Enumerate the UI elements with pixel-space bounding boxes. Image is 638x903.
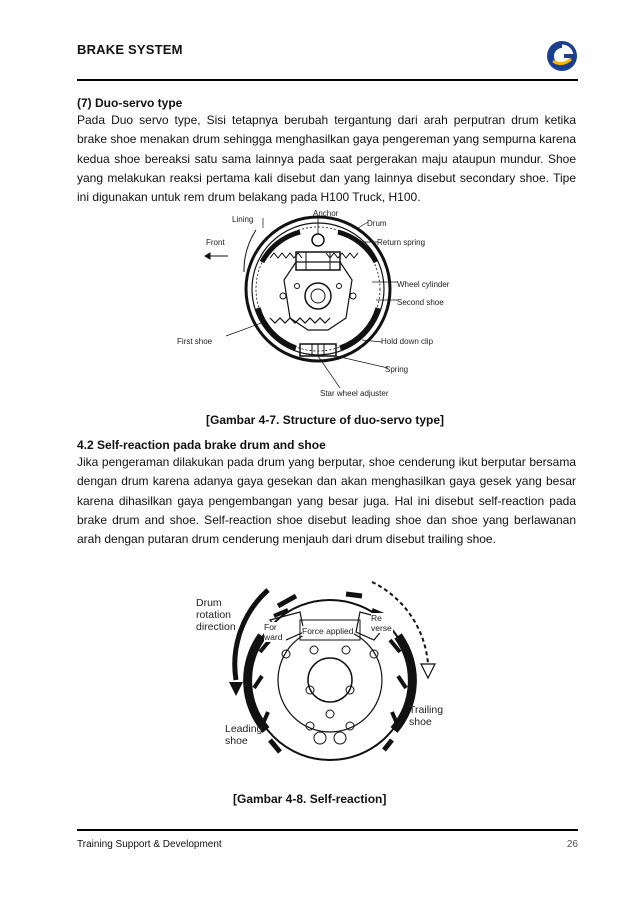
page-number: 26 bbox=[566, 839, 578, 850]
document-header-title: BRAKE SYSTEM bbox=[77, 42, 183, 57]
figure-caption-self-reaction: [Gambar 4-8. Self-reaction] bbox=[233, 792, 387, 806]
footer-text: Training Support & Development bbox=[77, 839, 222, 850]
label-trailing-shoe: Trailing shoe bbox=[409, 704, 444, 728]
label-return-spring: Return spring bbox=[377, 238, 426, 247]
label-drum: Drum bbox=[367, 219, 387, 228]
label-lining: Lining bbox=[232, 215, 254, 224]
label-wheel-cylinder: Wheel cylinder bbox=[397, 280, 450, 289]
label-forward: For ward bbox=[264, 622, 286, 642]
label-front: Front bbox=[206, 238, 225, 247]
label-leading-shoe: Leading shoe bbox=[225, 723, 263, 747]
label-second-shoe: Second shoe bbox=[397, 298, 444, 307]
header-divider bbox=[77, 79, 578, 81]
paragraph-self-reaction: Jika pengeraman dilakukan pada drum yang berputar, shoe cenderung ikut berputar bersama dengan drum karena adanya gaya gesekan dan akan menghasilkan gaya gesek yang besar karena dihasilkan gaya pengembangan yang besar juga. Hal ini disebut self-reaction pada brake drum and shoe. Self-reaction shoe disebut leading shoe dan shoe yang berlawanan arah dengan putaran drum cenderung menjauh dari drum disebut trailing shoe. bbox=[77, 455, 576, 547]
section-heading-self-reaction: 4.2 Self-reaction pada brake drum and shoe bbox=[77, 438, 326, 452]
label-drum-rotation-direction: Drum rotation direction bbox=[196, 597, 236, 633]
label-first-shoe: First shoe bbox=[177, 337, 213, 346]
label-spring: Spring bbox=[385, 365, 409, 374]
label-hold-down-clip: Hold down clip bbox=[381, 337, 434, 346]
paragraph-duo-servo: Pada Duo servo type, Sisi tetapnya berubah tergantung dari arah perputran drum ketika brake shoe menakan drum sehingga menghasilkan gaya pengereman yang sempurna karena kedua shoe bereaksi satu sama lainnya pada saat pergerakan maju ataupun mundur. Shoe yang melakukan reaksi pertama kali disebut dan yang lainnya disebut secondary shoe. Tipe ini digunakan untuk rem drum belakang pada H100 Truck, H100. bbox=[77, 113, 576, 205]
footer-divider bbox=[77, 829, 578, 831]
label-anchor: Anchor bbox=[313, 209, 339, 218]
figure-caption-duo-servo: [Gambar 4-7. Structure of duo-servo type] bbox=[206, 413, 445, 427]
label-force-applied: Force applied bbox=[302, 626, 354, 636]
section-heading-duo-servo: (7) Duo-servo type bbox=[77, 96, 183, 110]
label-star-wheel-adjuster: Star wheel adjuster bbox=[320, 389, 389, 398]
company-logo-icon bbox=[546, 40, 578, 72]
label-reverse: Re verse bbox=[371, 613, 392, 633]
